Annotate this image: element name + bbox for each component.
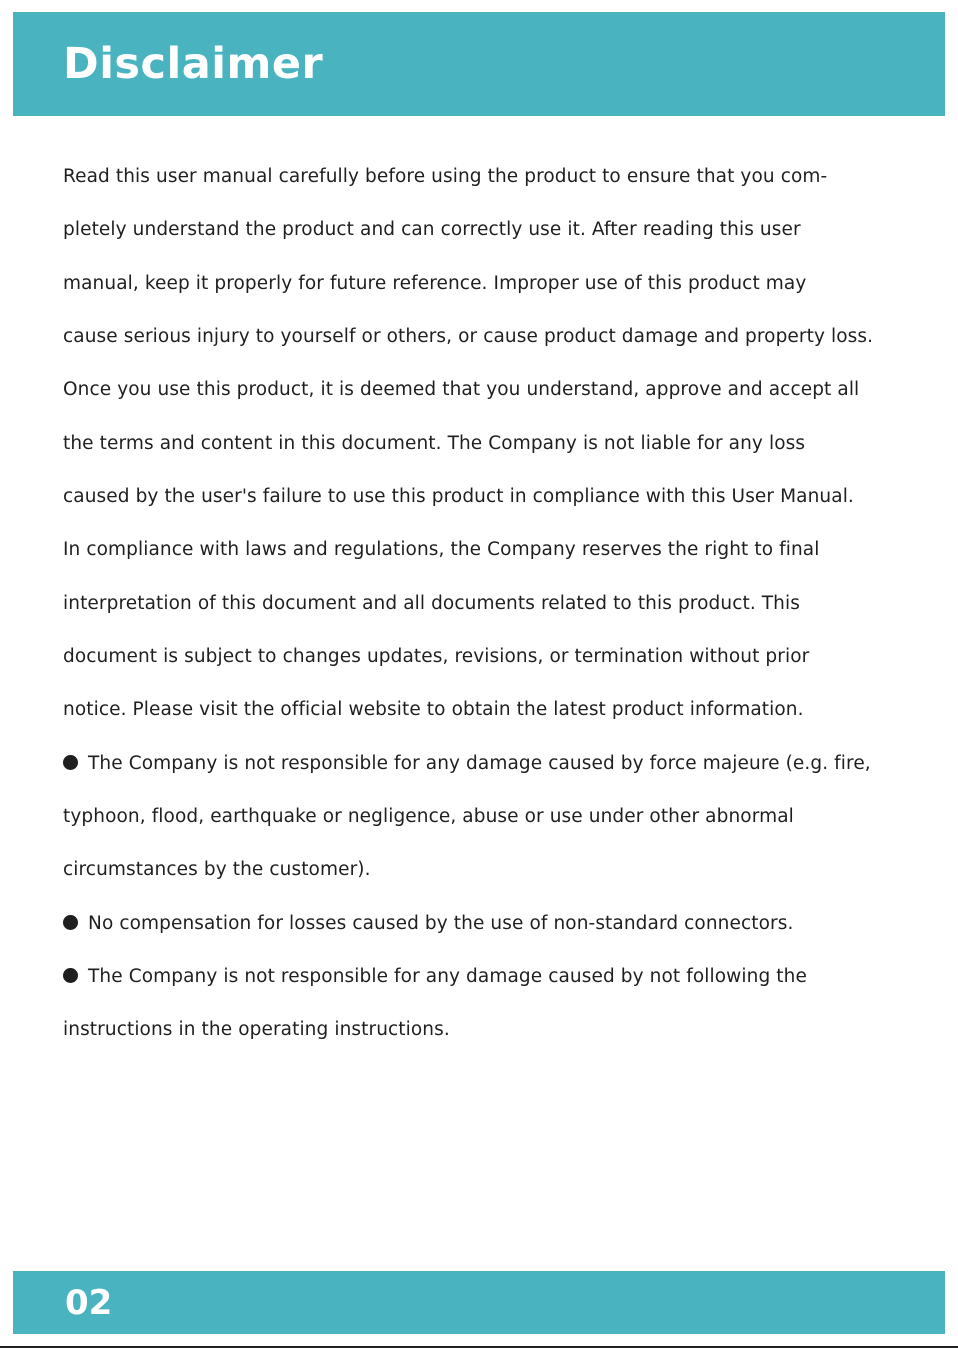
bullet-dot-icon: [63, 755, 78, 770]
bullet-line: [63, 950, 913, 1003]
paragraph-line: manual, keep it properly for future reference. Improper use of this product may: [63, 272, 807, 294]
bullet-line: [63, 897, 913, 950]
paragraph-line: document is subject to changes updates, revisions, or termination without prior: [63, 645, 810, 667]
paragraph-line: Once you use this product, it is deemed that you understand, approve and accept all: [63, 379, 860, 401]
bullet-line: [63, 737, 913, 790]
bottom-divider: [0, 1346, 958, 1348]
header-banner: [13, 12, 945, 116]
paragraph-line: notice. Please visit the official website to obtain the latest product information.: [63, 699, 804, 721]
page-title: Disclaimer: [63, 39, 324, 89]
bullet-text: The Company is not responsible for any damage caused by force majeure (e.g. fire,: [88, 752, 871, 774]
paragraph-line: caused by the user's failure to use this product in compliance with this User Manual.: [63, 485, 854, 507]
bullet-dot-icon: [63, 968, 78, 983]
paragraph-line: In compliance with laws and regulations, the Company reserves the right to final: [63, 539, 820, 561]
footer-banner: [13, 1271, 945, 1334]
bullet-line: typhoon, flood, earthquake or negligence, abuse or use under other abnormal: [63, 805, 794, 827]
bullet-text: No compensation for losses caused by the use of non-standard connectors.: [88, 912, 794, 934]
disclaimer-paragraph: [63, 150, 913, 737]
paragraph-line: the terms and content in this document. The Company is not liable for any loss: [63, 432, 806, 454]
bullet-item-instructions: [63, 950, 913, 1057]
bullet-item-force-majeure: [63, 737, 913, 897]
bullet-line: instructions in the operating instructions.: [63, 1019, 450, 1041]
paragraph-line: cause serious injury to yourself or others, or cause product damage and property loss.: [63, 325, 874, 347]
paragraph-line: Read this user manual carefully before using the product to ensure that you com-: [63, 166, 828, 187]
bullet-item-connectors: [63, 897, 913, 950]
bullet-line: circumstances by the customer).: [63, 859, 371, 881]
bullet-dot-icon: [63, 915, 78, 930]
bullet-text: The Company is not responsible for any damage caused by not following the: [88, 965, 807, 987]
paragraph-line: interpretation of this document and all documents related to this product. This: [63, 592, 800, 614]
disclaimer-content: [63, 150, 913, 1057]
page-number: 02: [65, 1283, 113, 1323]
paragraph-line: pletely understand the product and can correctly use it. After reading this user: [63, 219, 801, 241]
